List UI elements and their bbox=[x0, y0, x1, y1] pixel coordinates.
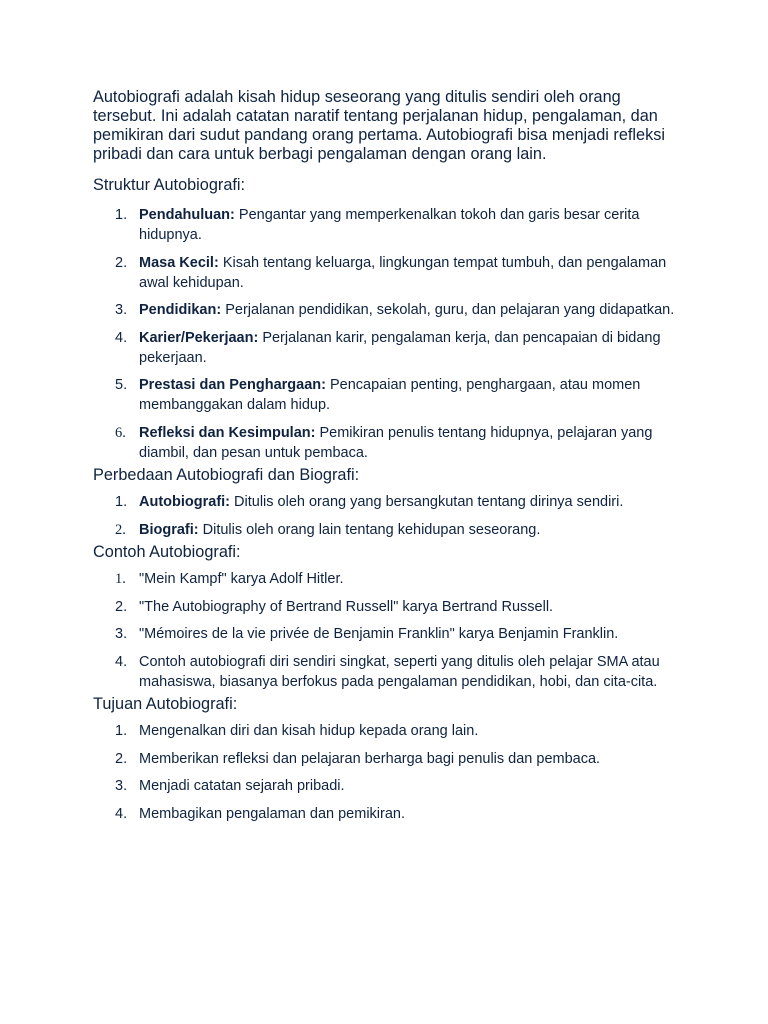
list-item bbox=[93, 776, 683, 796]
list-text: Memberikan refleksi dan pelajaran berharga bagi penulis dan pembaca. bbox=[139, 750, 601, 767]
intro-paragraph: Autobiografi adalah kisah hidup seseorang yang ditulis sendiri oleh orang tersebut. Ini adalah catatan naratif tentang perjalanan hidup, pengalaman, dan pemikiran dari sudut pandang orang pertama. Autobiografi bisa menjadi refleksi pribadi dan cara untuk berbagi pengalaman dengan orang lain. bbox=[93, 88, 665, 163]
list-item bbox=[93, 597, 683, 617]
list-item bbox=[93, 721, 683, 741]
list-number: 2. bbox=[115, 750, 128, 767]
list-text: Membagikan pengalaman dan pemikiran. bbox=[139, 805, 405, 822]
list-text: Perjalanan pendidikan, sekolah, guru, dan pelajaran yang didapatkan. bbox=[221, 302, 675, 318]
list-item bbox=[93, 804, 683, 824]
list-item bbox=[93, 624, 683, 644]
list-text: Pengantar yang memperkenalkan tokoh dan garis besar cerita hidupnya. bbox=[139, 207, 640, 243]
section-heading: Perbedaan Autobiografi dan Biografi: bbox=[93, 466, 360, 484]
section-perbedaan bbox=[93, 465, 683, 540]
section-struktur bbox=[93, 175, 683, 463]
list-term: Prestasi dan Penghargaan: bbox=[139, 377, 326, 393]
list-text: Kisah tentang keluarga, lingkungan tempat tumbuh, dan pengalaman awal kehidupan. bbox=[139, 254, 667, 291]
list-text: Perjalanan karir, pengalaman kerja, dan pencapaian di bidang pekerjaan. bbox=[139, 329, 661, 366]
list-item bbox=[93, 569, 683, 589]
list-number: 1. bbox=[115, 571, 126, 587]
list-number: 2. bbox=[115, 521, 126, 538]
list-number: 2. bbox=[115, 254, 128, 271]
list-number: 1. bbox=[115, 207, 128, 223]
list-term: Biografi: bbox=[139, 521, 199, 538]
numbered-list bbox=[93, 492, 683, 540]
list-term: Refleksi dan Kesimpulan: bbox=[139, 424, 316, 441]
list-text: Menjadi catatan sejarah pribadi. bbox=[139, 778, 345, 794]
list-item bbox=[93, 652, 683, 692]
list-number: 4. bbox=[115, 653, 128, 670]
list-text: Ditulis oleh orang lain tentang kehidupan seseorang. bbox=[198, 521, 541, 538]
list-item bbox=[93, 300, 683, 320]
list-term: Pendahuluan: bbox=[139, 207, 235, 223]
list-number: 3. bbox=[115, 626, 128, 642]
section-heading: Tujuan Autobiografi: bbox=[93, 695, 238, 713]
list-number: 2. bbox=[115, 598, 128, 615]
list-item bbox=[93, 328, 683, 368]
section-heading: Contoh Autobiografi: bbox=[93, 543, 241, 561]
list-text: Pencapaian penting, penghargaan, atau momen membanggakan dalam hidup. bbox=[139, 377, 641, 413]
list-item bbox=[93, 205, 683, 245]
section-contoh bbox=[93, 542, 683, 692]
list-number: 3. bbox=[115, 778, 128, 794]
list-term: Autobiografi: bbox=[139, 494, 231, 510]
list-text: Ditulis oleh orang yang bersangkutan tentang dirinya sendiri. bbox=[230, 494, 624, 510]
list-item bbox=[93, 749, 683, 769]
section-heading: Struktur Autobiografi: bbox=[93, 176, 246, 194]
list-term: Masa Kecil: bbox=[139, 254, 219, 271]
list-item bbox=[93, 375, 683, 415]
numbered-list bbox=[93, 569, 683, 692]
list-item bbox=[93, 253, 683, 293]
list-text: Mengenalkan diri dan kisah hidup kepada orang lain. bbox=[139, 723, 479, 739]
list-text: Pemikiran penulis tentang hidupnya, pelajaran yang diambil, dan pesan untuk pembaca. bbox=[139, 424, 653, 461]
numbered-list bbox=[93, 205, 683, 463]
list-item bbox=[93, 423, 683, 463]
list-text: "Mein Kampf" karya Adolf Hitler. bbox=[139, 571, 344, 587]
list-number: 4. bbox=[115, 805, 128, 822]
list-text: "The Autobiography of Bertrand Russell" karya Bertrand Russell. bbox=[139, 598, 554, 615]
list-text: Contoh autobiografi diri sendiri singkat, seperti yang ditulis oleh pelajar SMA atau mahasiswa, biasanya berfokus pada pengalaman pendidikan, hobi, dan cita-cita. bbox=[139, 653, 660, 690]
list-term: Pendidikan: bbox=[139, 302, 222, 318]
document-page bbox=[93, 88, 683, 831]
list-number: 3. bbox=[115, 302, 128, 318]
section-tujuan bbox=[93, 694, 683, 824]
list-item bbox=[93, 492, 683, 512]
list-number: 1. bbox=[115, 723, 128, 739]
numbered-list bbox=[93, 721, 683, 824]
list-number: 5. bbox=[115, 377, 128, 393]
list-term: Karier/Pekerjaan: bbox=[139, 329, 259, 346]
list-number: 1. bbox=[115, 494, 128, 510]
list-text: "Mémoires de la vie privée de Benjamin Franklin" karya Benjamin Franklin. bbox=[139, 626, 619, 642]
list-number: 6. bbox=[115, 424, 126, 441]
list-item bbox=[93, 520, 683, 540]
list-number: 4. bbox=[115, 329, 128, 346]
